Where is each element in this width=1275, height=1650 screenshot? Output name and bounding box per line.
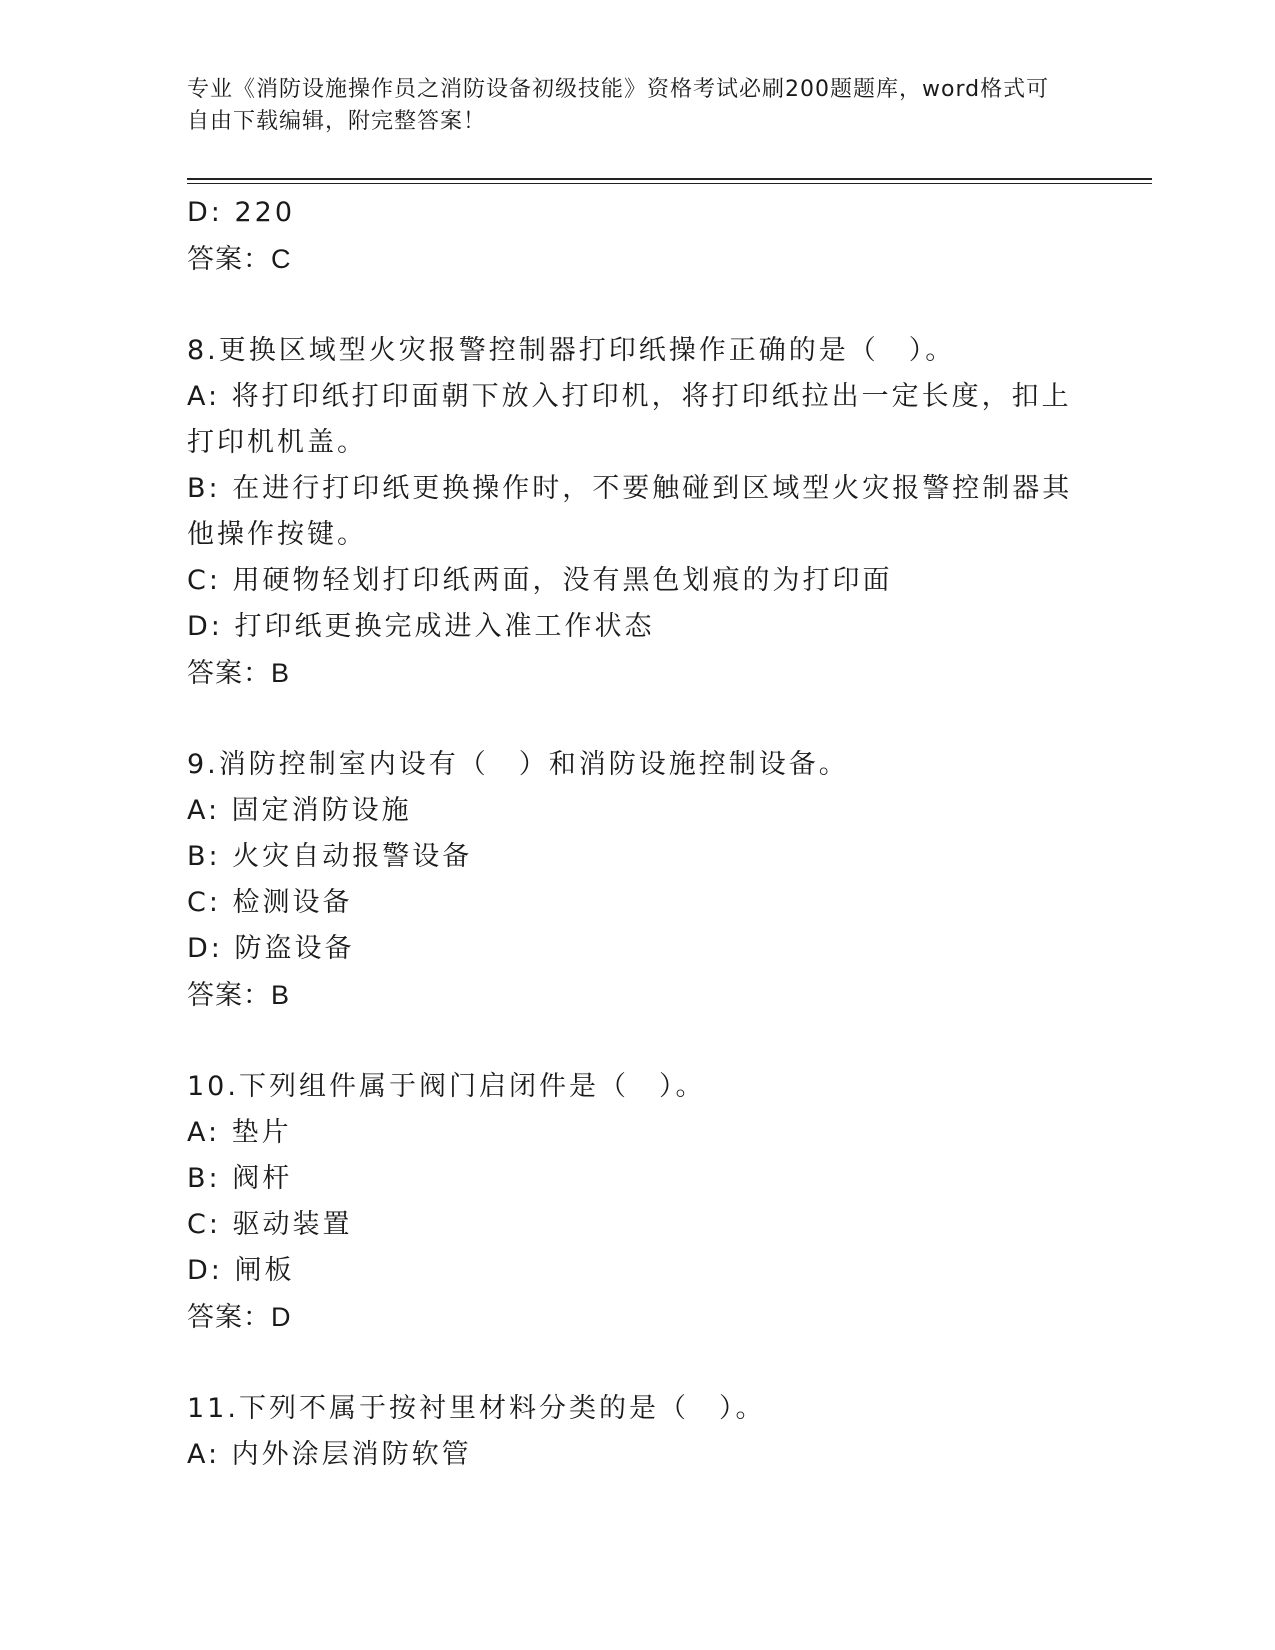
answer-label: 答案：B (187, 658, 291, 688)
answer-label: 答案：D (187, 1302, 292, 1332)
option-c: C: 检测设备 (187, 887, 353, 918)
question-title: 8.更换区域型火灾报警控制器打印纸操作正确的是（ ）。 (187, 335, 956, 366)
option-d: D: 220 (187, 197, 296, 228)
question-title: 9.消防控制室内设有（ ）和消防设施控制设备。 (187, 749, 849, 780)
document-body (187, 190, 1077, 1478)
option-b: B: 在进行打印纸更换操作时，不要触碰到区域型火灾报警控制器其他操作按键。 (187, 473, 1073, 550)
question-11 (187, 1386, 1077, 1478)
option-b: B: 火灾自动报警设备 (187, 841, 473, 872)
option-d: D: 闸板 (187, 1255, 295, 1286)
option-a: A: 固定消防设施 (187, 795, 412, 826)
question-10 (187, 1064, 1077, 1340)
question-title: 10.下列组件属于阀门启闭件是（ ）。 (187, 1071, 706, 1102)
answer-label: 答案：C (187, 244, 292, 274)
option-a: A: 将打印纸打印面朝下放入打印机，将打印纸拉出一定长度，扣上打印机机盖。 (187, 381, 1072, 458)
option-c: C: 用硬物轻划打印纸两面，没有黑色划痕的为打印面 (187, 565, 893, 596)
document-header: 专业《消防设施操作员之消防设备初级技能》资格考试必刷200题题库，word格式可自由下载编辑，附完整答案！ (187, 77, 1050, 134)
question-title: 11.下列不属于按衬里材料分类的是（ ）。 (187, 1393, 766, 1424)
option-b: B: 阀杆 (187, 1163, 293, 1194)
option-c: C: 驱动装置 (187, 1209, 353, 1240)
option-d: D: 防盗设备 (187, 933, 355, 964)
header-rule-thin (187, 183, 1152, 184)
option-a: A: 垫片 (187, 1117, 292, 1148)
header-rule-thick (187, 178, 1152, 180)
answer-label: 答案：B (187, 980, 291, 1010)
question-9 (187, 742, 1077, 1018)
option-d: D: 打印纸更换完成进入准工作状态 (187, 611, 655, 642)
question-8 (187, 328, 1077, 696)
option-a: A: 内外涂层消防软管 (187, 1439, 472, 1470)
